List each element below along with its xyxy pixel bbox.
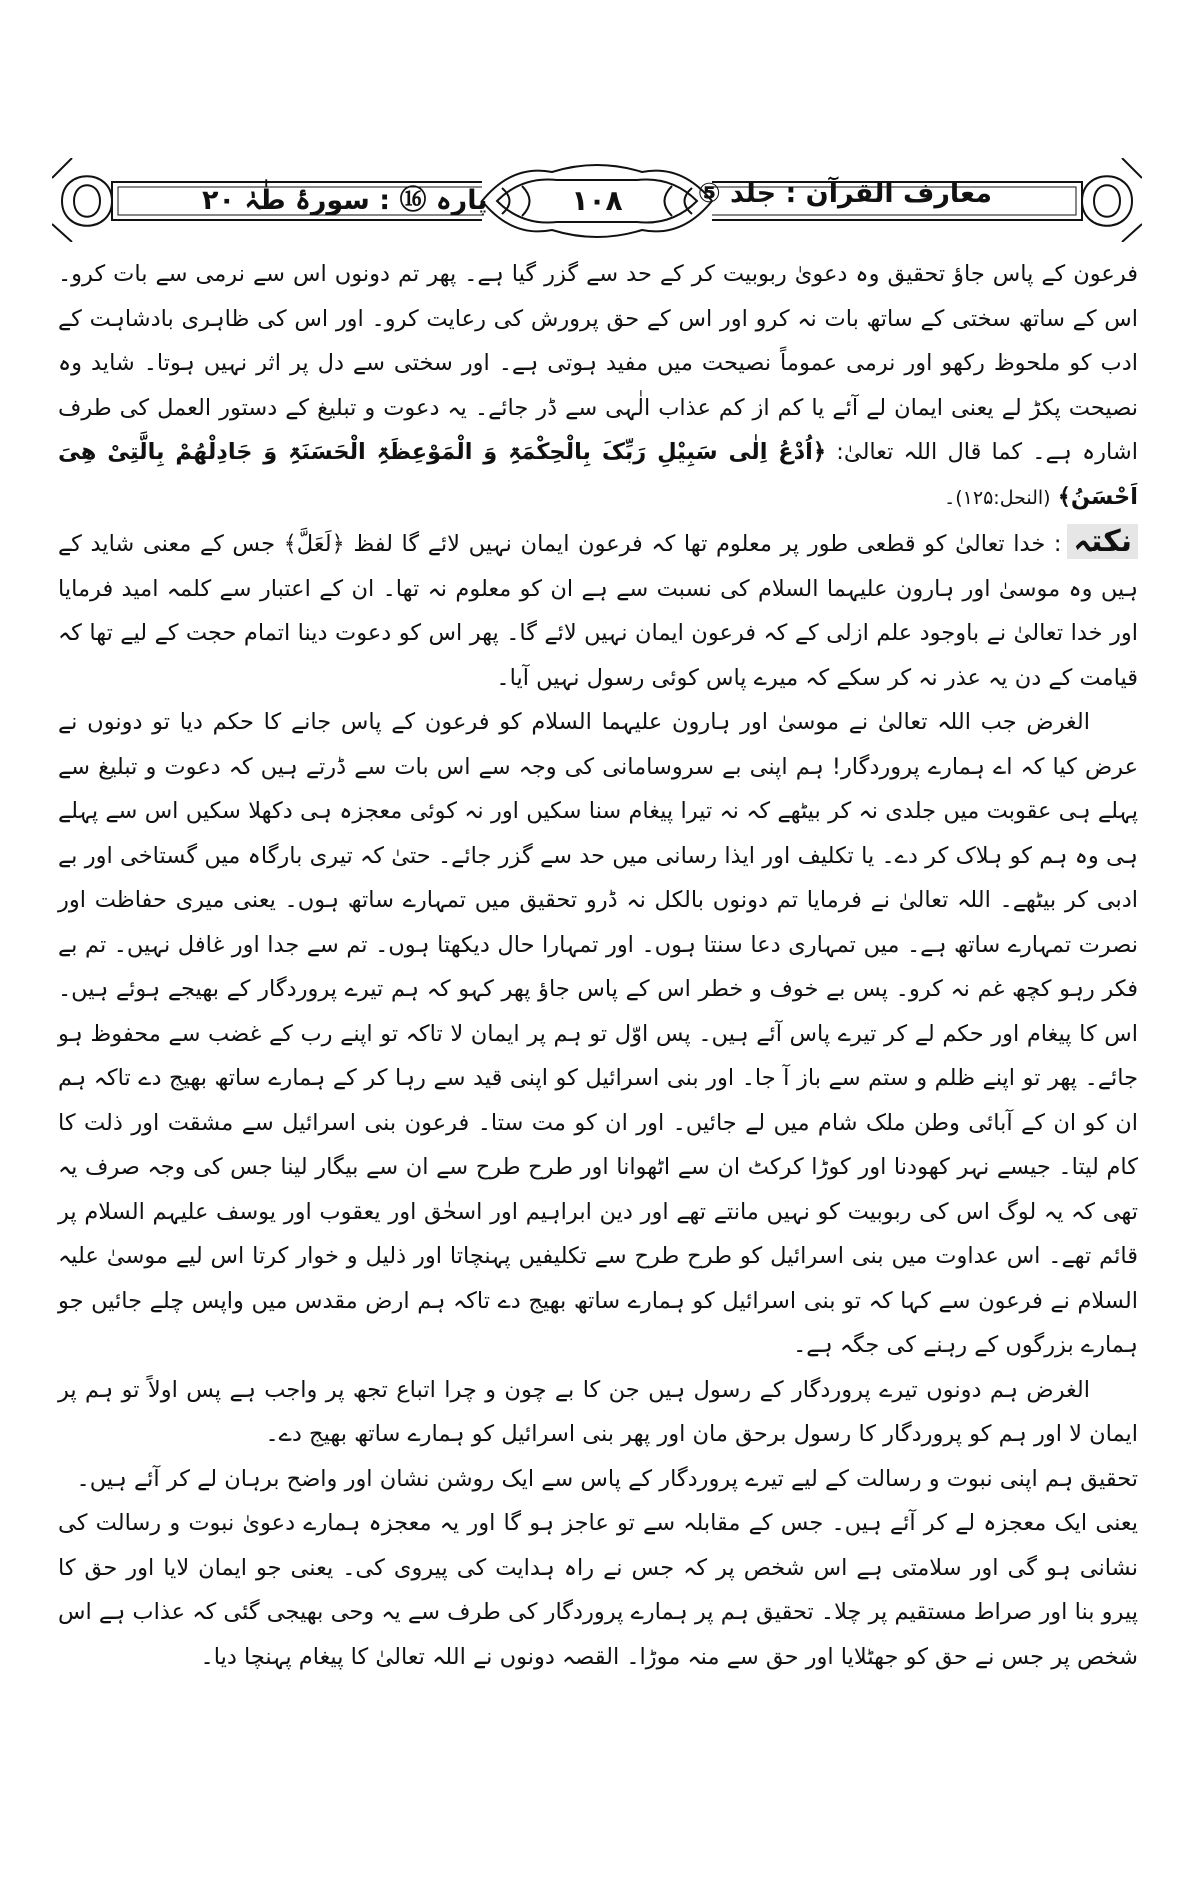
nukta-heading: نکتہ <box>1067 524 1138 559</box>
paragraph-5-text: یعنی ایک معجزہ لے کر آئے ہیں۔ جس کے مقابلہ سے تو عاجز ہو گا اور یہ معجزہ ہمارے دعویٰ نبوت و رسالت کی نشانی ہو گی اور سلامتی ہے اس شخص پر کہ جس نے راہ ہدایت کی پیروی کی۔ یعنی جو ایمان لایا اور حق کا پیرو بنا اور صراط مستقیم پر چلا۔ تحقیق ہم پر ہمارے پروردگار کی طرف سے یہ وحی بھیجی گئی کہ عذاب ہے اس شخص پر جس نے حق کو جھٹلایا اور حق سے منہ موڑا۔ القصہ دونوں نے اللہ تعالیٰ کا پیغام پہنچا دیا۔ <box>58 1510 1138 1670</box>
paragraph-2 <box>58 700 1138 1368</box>
paragraph-3 <box>58 1368 1138 1457</box>
quran-verse: ﴿اُدْعُ اِلٰی سَبِیْلِ رَبِّکَ بِالْحِکْمَۃِ وَ الْمَوْعِظَۃِ الْحَسَنَۃِ وَ جَادِلْھُمْ بِالَّتِیْ ھِیَ اَحْسَنُ﴾ <box>58 439 1138 510</box>
paragraph-1 <box>58 252 1138 520</box>
paragraph-5 <box>58 1501 1138 1679</box>
page-number: ۱۰۸ <box>571 183 623 217</box>
verse-reference: (النحل:۱۲۵)۔ <box>944 486 1051 509</box>
paragraph-1-text: فرعون کے پاس جاؤ تحقیق وہ دعویٰ ربوبیت کر کے حد سے گزر گیا ہے۔ پھر تم دونوں اس سے نرمی سے بات کرو۔ اس کے ساتھ سختی کے ساتھ بات نہ کرو اور اس کے حق پرورش کی رعایت کرو۔ اور اس کی ظاہری بادشاہت کے ادب کو ملحوظ رکھو اور نرمی عموماً نصیحت میں مفید ہوتی ہے۔ اور سختی سے دل پر اثر نہیں ہوتا۔ شاید وہ نصیحت پکڑ لے یعنی ایمان لے آئے یا کم از کم عذاب الٰہی سے ڈر جائے۔ یہ دعوت و تبلیغ کے دستور العمل کی طرف اشارہ ہے۔ کما قال اللہ تعالیٰ: <box>58 261 1138 465</box>
header-part-surah: پارہ ⑯ : سورۂ طٰہٰ ۲۰ <box>202 185 488 216</box>
nukta-text: : خدا تعالیٰ کو قطعی طور پر معلوم تھا کہ فرعون ایمان نہیں لائے گا لفظ ﴿لَعَلَّ﴾ جس کے معنی شاید کے ہیں وہ موسیٰ اور ہارون علیہما السلام کی نسبت سے ہے ان کو معلوم نہ تھا۔ ان کے اعتبار سے کلمہ امید فرمایا اور خدا تعالیٰ نے باوجود علم ازلی کے کہ فرعون ایمان نہیں لائے گا۔ پھر اس کو دعوت دینا اتمام حجت کے لیے تھا کہ قیامت کے دن یہ عذر نہ کر سکے کہ میرے پاس کوئی رسول نہیں آیا۔ <box>58 531 1138 691</box>
header-book-title: معارف القرآن : جلد ⑤ <box>697 178 992 209</box>
paragraph-4 <box>58 1457 1138 1502</box>
paragraph-2-text: الغرض جب اللہ تعالیٰ نے موسیٰ اور ہارون علیہما السلام کو فرعون کے پاس جانے کا حکم دیا تو دونوں نے عرض کیا کہ اے ہمارے پروردگار! ہم اپنی بے سروسامانی کی وجہ سے اس بات سے ڈرتے ہیں کہ دعوت و تبلیغ سے پہلے ہی عقوبت میں جلدی نہ کر بیٹھے کہ نہ تیرا پیغام سنا سکیں اور نہ کوئی معجزہ ہی دکھلا سکیں اس سے پہلے ہی وہ ہم کو ہلاک کر دے۔ یا تکلیف اور ایذا رسانی میں حد سے گزر جائے۔ حتیٰ کہ تیری بارگاہ میں گستاخی اور بے ادبی کر بیٹھے۔ اللہ تعالیٰ نے فرمایا تم دونوں بالکل نہ ڈرو تحقیق میں تمہارے ساتھ ہوں۔ یعنی میری حفاظت اور نصرت تمہارے ساتھ ہے۔ میں تمہاری دعا سنتا ہوں۔ اور تمہارا حال دیکھتا ہوں۔ تم سے جدا اور غافل نہیں۔ تم بے فکر رہو کچھ غم نہ کرو۔ پس بے خوف و خطر اس کے پاس جاؤ پھر کہو کہ ہم تیرے پروردگار کے بھیجے ہوئے ہیں۔ اس کا پیغام اور حکم لے کر تیرے پاس آئے ہیں۔ پس اوّل تو ہم پر ایمان لا تاکہ تو اپنے رب کے غضب سے محفوظ ہو جائے۔ پھر تو اپنے ظلم و ستم سے باز آ جا۔ اور بنی اسرائیل کو اپنی قید سے رہا کر کے ہمارے ساتھ بھیج دے تاکہ ہم ان کو ان کے آبائی وطن ملک شام میں لے جائیں۔ اور ان کو مت ستا۔ فرعون بنی اسرائیل سے مشقت اور ذلت کا کام لیتا۔ جیسے نہر کھودنا اور کوڑا کرکٹ ان سے اٹھوانا اور طرح طرح سے ان سے بیگار لینا جس کی وجہ صرف یہ تھی کہ یہ لوگ اس کی ربوبیت کو نہیں مانتے تھے اور دین ابراہیم اور اسحٰق اور یعقوب اور یوسف علیہم السلام پر قائم تھے۔ اس عداوت میں بنی اسرائیل کو طرح طرح سے تکلیفیں پہنچاتا اور ذلیل و خوار کرتا اس لیے موسیٰ علیہ السلام نے فرعون سے کہا کہ تو بنی اسرائیل کو ہمارے ساتھ بھیج دے تاکہ ہم ارض مقدس میں واپس چلے جائیں جو ہمارے بزرگوں کے رہنے کی جگہ ہے۔ <box>58 709 1138 1358</box>
paragraph-4-text: تحقیق ہم اپنی نبوت و رسالت کے لیے تیرے پروردگار کے پاس سے ایک روشن نشان اور واضح برہان لے کر آئے ہیں۔ <box>76 1465 1138 1492</box>
paragraph-3-text: الغرض ہم دونوں تیرے پروردگار کے رسول ہیں جن کا بے چون و چرا اتباع تجھ پر واجب ہے پس اولاً تو ہم پر ایمان لا اور ہم کو پروردگار کا رسول برحق مان اور پھر بنی اسرائیل کو ہمارے ساتھ بھیج دے۔ <box>58 1376 1138 1447</box>
running-header <box>52 158 1142 242</box>
page-body <box>58 252 1138 1679</box>
nukta-paragraph <box>58 520 1138 700</box>
